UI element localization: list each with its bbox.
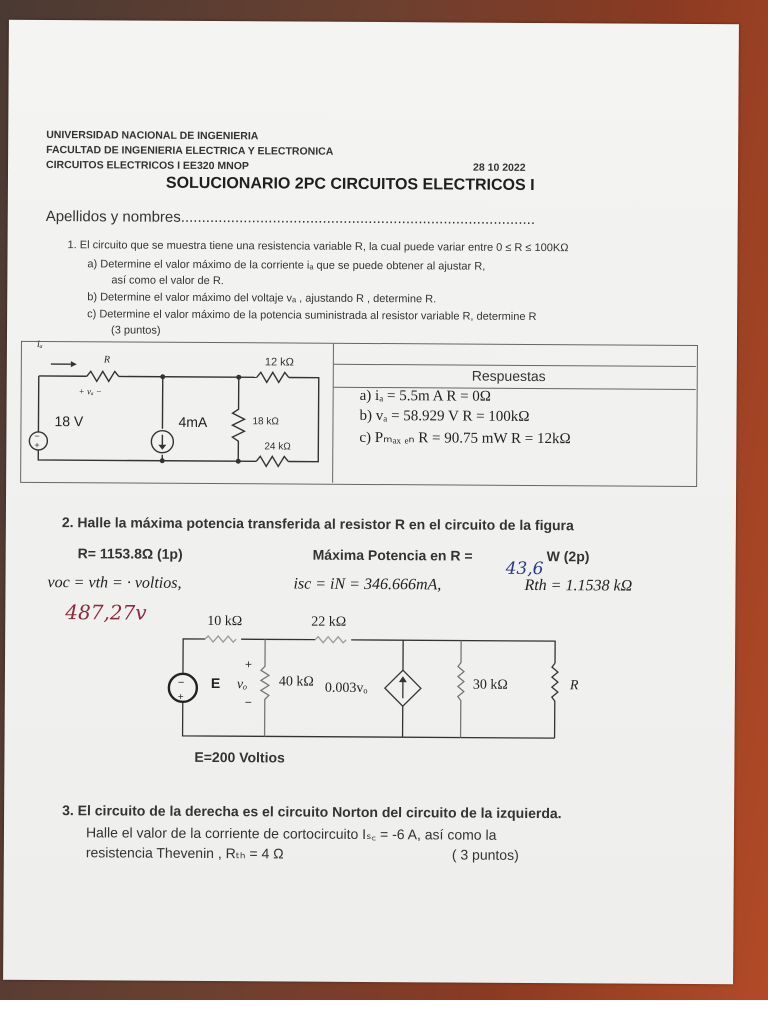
q1-r12-label: 12 kΩ [264, 356, 294, 369]
name-line: Apellidos y nombres..................................................................................... [45, 208, 536, 228]
svg-text:−: − [177, 676, 185, 689]
q2-pmax-label: Máxima Potencia en R = [312, 546, 473, 564]
answer-b: b) vₐ = 58.929 V R = 100kΩ [359, 407, 530, 425]
q2-pmax-handwritten: 43,6 [505, 558, 544, 580]
q2-r40-label: 40 kΩ [278, 674, 314, 690]
resistor-r [87, 371, 119, 381]
q1-isource-label: 4mA [178, 413, 208, 430]
q2-pmax-unit: W (2p) [546, 548, 590, 565]
q1-points: (3 puntos) [111, 324, 161, 337]
university-name: UNIVERSIDAD NACIONAL DE INGENIERIA [46, 129, 259, 143]
q2-rth: Rth = 1.1538 kΩ [524, 576, 633, 595]
page-title: SOLUCIONARIO 2PC CIRCUITOS ELECTRICOS I [165, 174, 535, 194]
answers-title: Respuestas [471, 367, 546, 385]
q2-r30-label: 30 kΩ [472, 677, 508, 693]
q2-plus-sign: + [244, 657, 253, 672]
exam-date: 28 10 2022 [473, 161, 526, 174]
exam-sheet [3, 20, 739, 984]
q2-r-label: R [569, 678, 579, 694]
faculty-name: FACULTAD DE INGENIERIA ELECTRICA Y ELECTRONICA [46, 144, 334, 158]
q1-part-a-cont: así como el valor de R. [111, 274, 224, 288]
q1-r-label: R [103, 354, 111, 366]
q2-stem: 2. Halle la máxima potencia transferida al resistor R en el circuito de la figura [61, 514, 574, 534]
answer-a: a) iₐ = 5.5m A R = 0Ω [359, 387, 492, 405]
q1-vsource-label: 18 V [54, 413, 84, 430]
svg-text:+: + [177, 691, 184, 703]
q1-ia-label: iₐ [36, 338, 43, 350]
q2-vo-label: vₒ [236, 677, 248, 693]
q1-part-c: c) Determine el valor máximo de la potencia suministrada al resistor variable R, determine R [87, 308, 537, 324]
q1-r18-label: 18 kΩ [252, 416, 279, 428]
q2-isc: isc = iN = 346.666mA, [293, 575, 442, 594]
q3-line-3: resistencia Thevenin , Rₜₕ = 4 Ω [85, 844, 284, 862]
q2-minus-sign: − [244, 695, 252, 710]
q2-e-label: E [210, 675, 221, 692]
q3-line-1: 3. El circuito de la derecha es el circuito Norton del circuito de la izquierda. [62, 802, 562, 822]
q2-r-value: R= 1153.8Ω (1p) [77, 545, 183, 562]
q1-r24-label: 24 kΩ [264, 441, 291, 453]
q1-part-a: a) Determine el valor máximo de la corriente iₐ que se puede obtener al ajustar R, [87, 258, 486, 273]
answer-c: c) Pₘₐₓ ₑₙ R = 90.75 mW R = 12kΩ [359, 429, 571, 448]
q3-points: ( 3 puntos) [451, 846, 519, 863]
q2-voc: voc = vth = · voltios, [47, 574, 182, 592]
svg-text:+: + [34, 439, 40, 450]
q2-r10-label: 10 kΩ [207, 614, 243, 630]
q2-e-value: E=200 Voltios [194, 748, 285, 766]
q2-dependent-label: 0.003vₒ [324, 680, 368, 696]
q3-line-2: Halle el valor de la corriente de cortocircuito Iₛ꜀ = -6 A, así como la [85, 824, 497, 843]
q2-circuit-diagram [165, 621, 586, 749]
course-code: CIRCUITOS ELECTRICOS I EE320 MNOP [46, 159, 249, 173]
q1-part-b: b) Determine el valor máximo del voltaje vₐ , ajustando R , determine R. [87, 291, 437, 306]
svg-text:−: − [34, 430, 40, 441]
q2-r22-label: 22 kΩ [311, 614, 347, 630]
q2-voc-handwritten: 487,27v [65, 600, 147, 625]
q1-stem: 1. El circuito que se muestra tiene una resistencia variable R, la cual puede variar entre 0 ≤ R ≤ 100KΩ [67, 239, 569, 255]
q1-va-label: + vₐ − [78, 386, 102, 397]
